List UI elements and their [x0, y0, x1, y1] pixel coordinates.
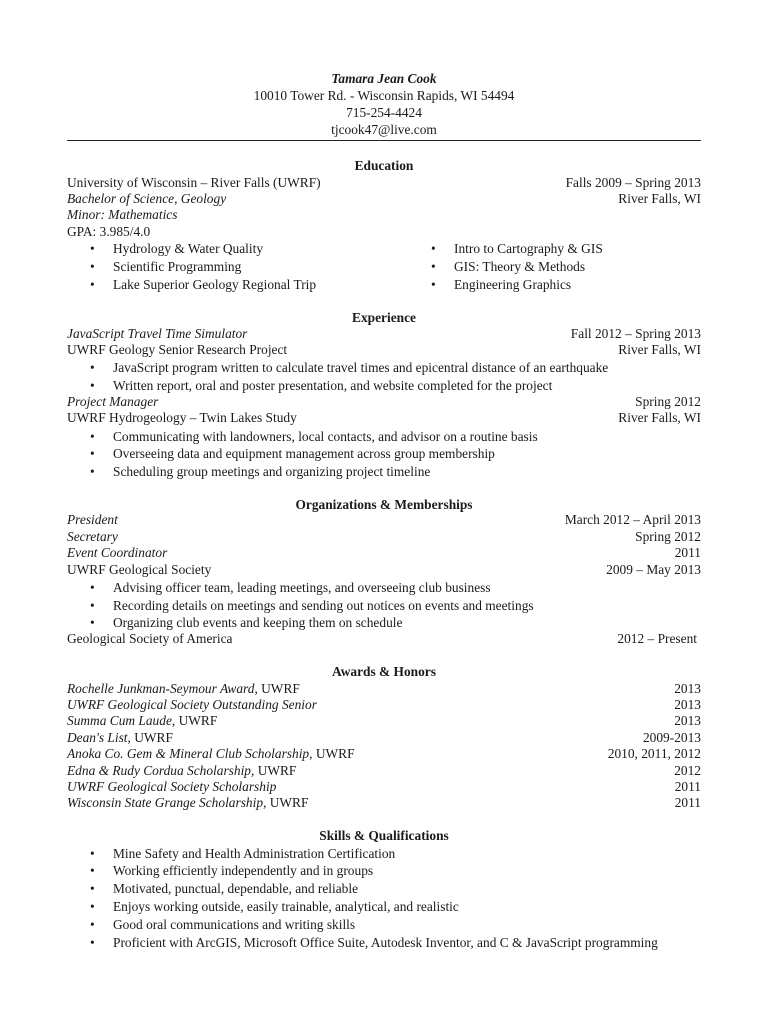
org-role-dates: 2011 — [674, 545, 701, 560]
award-row — [67, 680, 701, 697]
phone: 715-254-4424 — [346, 105, 422, 120]
award-year: 2013 — [674, 681, 701, 696]
award-title: UWRF Geological Society Outstanding Senior — [67, 697, 317, 712]
award-row — [67, 778, 701, 795]
skill-item: • Proficient with ArcGIS, Microsoft Office Suite, Autodesk Inventor, and C & JavaScript programming — [67, 934, 724, 951]
course-item: • Intro to Cartography & GIS — [431, 241, 603, 256]
award-title: Dean's List, UWRF — [67, 730, 173, 745]
award-year: 2009-2013 — [642, 730, 701, 745]
skill-item: • Good oral communications and writing skills — [67, 916, 724, 933]
org-bullet: • Organizing club events and keeping them on schedule — [67, 614, 724, 631]
applicant-name: Tamara Jean Cook — [331, 71, 437, 86]
skill-item: • Motivated, punctual, dependable, and reliable — [67, 880, 724, 897]
gpa: GPA: 3.985/4.0 — [67, 224, 151, 239]
course-item: • Scientific Programming — [90, 259, 242, 274]
award-year: 2012 — [674, 763, 701, 778]
address: 10010 Tower Rd. - Wisconsin Rapids, WI 54494 — [253, 88, 515, 103]
skill-item: • Enjoys working outside, easily trainable, analytical, and realistic — [67, 898, 724, 915]
award-year: 2013 — [674, 697, 701, 712]
org-name: Geological Society of America — [67, 631, 233, 646]
award-title: Summa Cum Laude, UWRF — [67, 713, 218, 728]
education-location: River Falls, WI — [618, 191, 701, 206]
org-role: Event Coordinator — [67, 545, 168, 560]
org-bullet: • Recording details on meetings and sending out notices on events and meetings — [67, 597, 724, 614]
award-title: UWRF Geological Society Scholarship — [67, 779, 277, 794]
education-degree-row — [67, 190, 701, 207]
course-item: • Hydrology & Water Quality — [90, 241, 264, 256]
experience-role: JavaScript Travel Time Simulator — [67, 326, 248, 341]
experience-location: River Falls, WI — [618, 342, 701, 357]
experience-dates: Fall 2012 – Spring 2013 — [570, 326, 701, 341]
course-item: • Engineering Graphics — [431, 277, 572, 292]
experience-bullet: • Overseeing data and equipment management across group membership — [67, 445, 724, 462]
header-divider — [67, 140, 701, 141]
course-row — [67, 240, 701, 257]
experience-role-row — [67, 393, 701, 410]
experience-bullet: • JavaScript program written to calculate travel times and epicentral distance of an earthquake — [67, 359, 724, 376]
org-dates: 2012 – Present — [617, 631, 697, 646]
email: tjcook47@live.com — [331, 122, 437, 137]
school-name: University of Wisconsin – River Falls (UWRF) — [67, 175, 321, 190]
awards-heading: Awards & Honors — [332, 664, 436, 679]
org-row — [67, 630, 697, 647]
skill-item: • Mine Safety and Health Administration Certification — [67, 845, 724, 862]
org-row — [67, 561, 701, 578]
education-school-row — [67, 174, 701, 191]
award-title: Edna & Rudy Cordua Scholarship, UWRF — [67, 763, 297, 778]
course-row — [67, 276, 701, 293]
experience-bullet: • Scheduling group meetings and organizing project timeline — [67, 463, 724, 480]
experience-role-row — [67, 325, 701, 342]
course-item: • GIS: Theory & Methods — [431, 259, 586, 274]
course-item: • Lake Superior Geology Regional Trip — [90, 277, 317, 292]
experience-org: UWRF Geology Senior Research Project — [67, 342, 288, 357]
award-year: 2011 — [674, 795, 701, 810]
award-row — [67, 712, 701, 729]
degree: Bachelor of Science, Geology — [67, 191, 227, 206]
award-year: 2011 — [674, 779, 701, 794]
experience-org-row — [67, 409, 701, 426]
org-name: UWRF Geological Society — [67, 562, 212, 577]
experience-org-row — [67, 341, 701, 358]
org-dates: 2009 – May 2013 — [606, 562, 701, 577]
org-role-dates: Spring 2012 — [635, 529, 701, 544]
education-dates: Falls 2009 – Spring 2013 — [565, 175, 701, 190]
education-heading: Education — [354, 158, 414, 173]
award-title: Anoka Co. Gem & Mineral Club Scholarship, UWRF — [67, 746, 355, 761]
award-row — [67, 794, 701, 811]
experience-bullet: • Communicating with landowners, local contacts, and advisor on a routine basis — [67, 428, 724, 445]
experience-location: River Falls, WI — [618, 410, 701, 425]
award-row — [67, 762, 701, 779]
org-role-row — [67, 544, 701, 561]
experience-heading: Experience — [352, 310, 416, 325]
org-bullet: • Advising officer team, leading meetings, and overseeing club business — [67, 579, 724, 596]
experience-role: Project Manager — [67, 394, 159, 409]
award-year: 2010, 2011, 2012 — [607, 746, 701, 761]
org-role-row — [67, 511, 701, 528]
course-row — [67, 258, 701, 275]
org-role-dates: March 2012 – April 2013 — [564, 512, 701, 527]
skill-item: • Working efficiently independently and in groups — [67, 862, 724, 879]
minor: Minor: Mathematics — [67, 207, 178, 222]
award-row — [67, 696, 701, 713]
experience-bullet: • Written report, oral and poster presentation, and website completed for the project — [67, 377, 724, 394]
org-role: President — [67, 512, 118, 527]
experience-dates: Spring 2012 — [635, 394, 701, 409]
award-row — [67, 745, 701, 762]
award-title: Wisconsin State Grange Scholarship, UWRF — [67, 795, 309, 810]
experience-org: UWRF Hydrogeology – Twin Lakes Study — [67, 410, 297, 425]
award-title: Rochelle Junkman-Seymour Award, UWRF — [67, 681, 300, 696]
org-role-row — [67, 528, 701, 545]
org-role: Secretary — [67, 529, 118, 544]
award-year: 2013 — [674, 713, 701, 728]
organizations-heading: Organizations & Memberships — [295, 497, 473, 512]
award-row — [67, 729, 701, 746]
skills-heading: Skills & Qualifications — [319, 828, 449, 843]
